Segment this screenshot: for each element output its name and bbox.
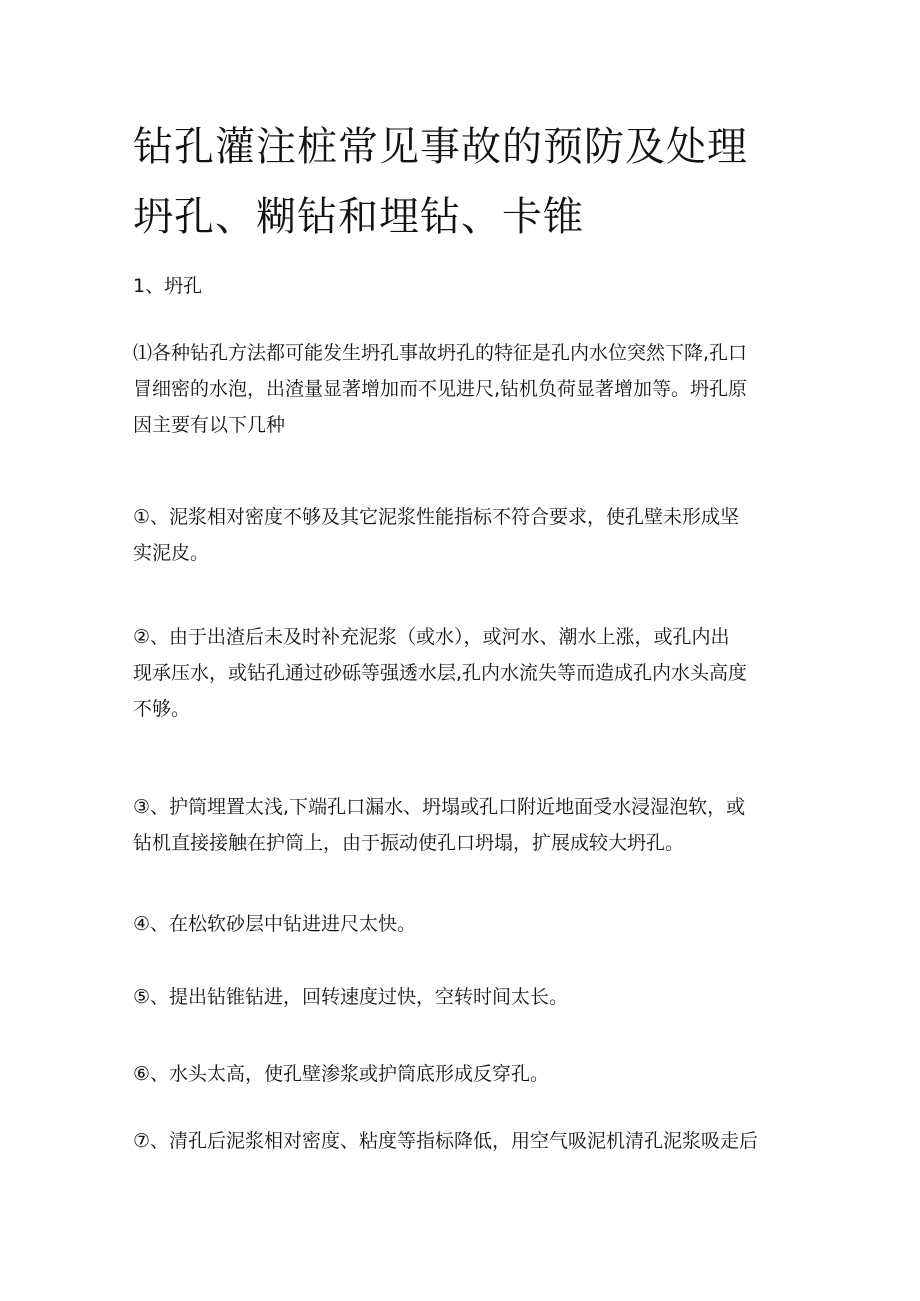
paragraph-line: ④、在松软砂层中钻进进尺太快。 (133, 913, 417, 935)
paragraph-line: ①、泥浆相对密度不够及其它泥浆性能指标不符合要求，使孔壁未形成坚 (133, 506, 740, 528)
cause-item-5 (133, 979, 798, 1015)
paragraph-line: ⑦、清孔后泥浆相对密度、粘度等指标降低，用空气吸泥机清孔泥浆吸走后 (133, 1130, 759, 1152)
paragraph-line: 现承压水，或钻孔通过砂砾等强透水层,孔内水流失等而造成孔内水头高度 (133, 662, 748, 684)
paragraph-line: ③、护筒埋置太浅,下端孔口漏水、坍塌或孔口附近地面受水浸湿泡软，或 (133, 796, 746, 818)
paragraph-collapse-intro (133, 335, 798, 443)
document-title: 钻孔灌注桩常见事故的预防及处理 (133, 124, 748, 170)
document-subtitle: 坍孔、糊钻和埋钻、卡锥 (133, 194, 584, 240)
paragraph-line: 实泥皮。 (133, 542, 210, 564)
cause-item-2 (133, 619, 798, 727)
paragraph-line: 冒细密的水泡，出渣量显著增加而不见进尺,钻机负荷显著增加等。坍孔原 (133, 378, 748, 400)
paragraph-line: 不够。 (133, 698, 191, 720)
cause-item-1 (133, 499, 798, 571)
cause-item-4 (133, 906, 798, 942)
cause-item-7 (133, 1123, 798, 1159)
cause-item-3 (133, 789, 798, 861)
paragraph-line: 因主要有以下几种 (133, 414, 286, 436)
cause-item-6 (133, 1056, 798, 1092)
paragraph-line: ⑥、水头太高，使孔壁渗浆或护筒底形成反穿孔。 (133, 1063, 550, 1085)
paragraph-line: ⑴各种钻孔方法都可能发生坍孔事故坍孔的特征是孔内水位突然下降,孔口 (133, 342, 748, 364)
paragraph-line: ⑤、提出钻锥钻进，回转速度过快，空转时间太长。 (133, 986, 569, 1008)
section-heading: 1、坍孔 (133, 275, 203, 297)
paragraph-line: ②、由于出渣后未及时补充泥浆（或水），或河水、潮水上涨，或孔内出 (133, 626, 730, 648)
paragraph-line: 钻机直接接触在护筒上，由于振动使孔口坍塌，扩展成较大坍孔。 (133, 832, 685, 854)
